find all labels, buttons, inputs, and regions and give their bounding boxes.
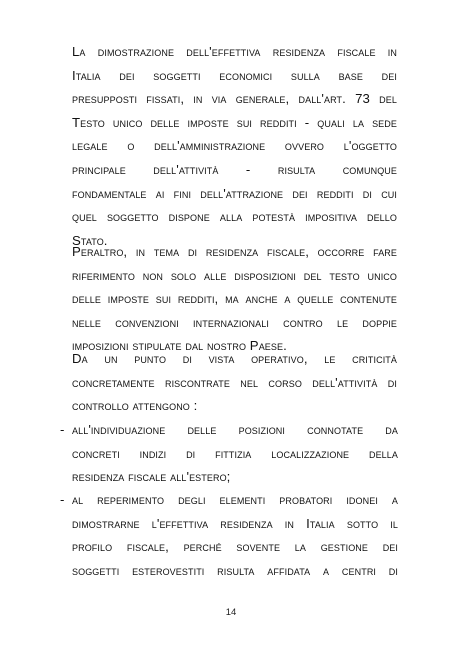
text-line: nelle convenzioni internazionali contro le doppie — [72, 314, 397, 330]
text-line: principale dell'attività - risulta comunque — [72, 161, 397, 177]
text-line: concreti indizi di fittizia localizzazione della — [72, 445, 398, 461]
page-number: 14 — [225, 607, 237, 618]
text-line: quel soggetto dispone alla potestà impositiva dello — [72, 209, 397, 225]
text-line: fondamentale ai fini dell'attrazione dei redditi di cui — [72, 185, 397, 201]
paragraph-residenza-fiscale — [72, 40, 397, 252]
text-line: delle imposte sui redditi, ma anche a quelle contenute — [72, 291, 397, 307]
text-line: dimostrarne l'effettiva residenza in Italia sotto il — [72, 515, 398, 531]
text-line: riferimento non solo alle disposizioni del testo unico — [72, 267, 397, 283]
text-line: all'individuazione delle posizioni connotate da — [72, 422, 398, 437]
text-line: concretamente riscontrate nel corso dell'attività di — [72, 374, 397, 390]
paragraph-convenzioni — [72, 240, 397, 358]
text-line: Peraltro, in tema di residenza fiscale, occorre fare — [72, 244, 397, 259]
text-line: presupposti fissati, in via generale, dall'art. 73 del — [72, 91, 397, 107]
text-line: Testo unico delle imposte sui redditi - quali la sede — [72, 114, 397, 130]
text-line: La dimostrazione dell'effettiva residenza fiscale in — [72, 44, 397, 59]
text-line: al reperimento degli elementi probatori idonei a — [72, 492, 398, 507]
list-marker: - — [60, 422, 65, 437]
text-line: imposizioni stipulate dal nostro Paese. — [72, 338, 287, 354]
text-line: Stato. — [72, 232, 108, 248]
text-line: controllo attengono : — [72, 398, 198, 414]
list-marker: - — [60, 492, 65, 507]
text-line: legale o dell'amministrazione ovvero l'oggetto — [72, 138, 397, 154]
text-line: Italia dei soggetti economici sulla base dei — [72, 67, 397, 83]
text-line: residenza fiscale all'estero; — [72, 469, 231, 485]
text-line: profilo fiscale, perché sovente la gestione dei — [72, 539, 398, 555]
paragraph-criticita — [72, 347, 397, 418]
text-line: soggetti esterovestiti risulta affidata a centri di — [72, 562, 398, 578]
text-line: Da un punto di vista operativo, le criticità — [72, 351, 397, 366]
